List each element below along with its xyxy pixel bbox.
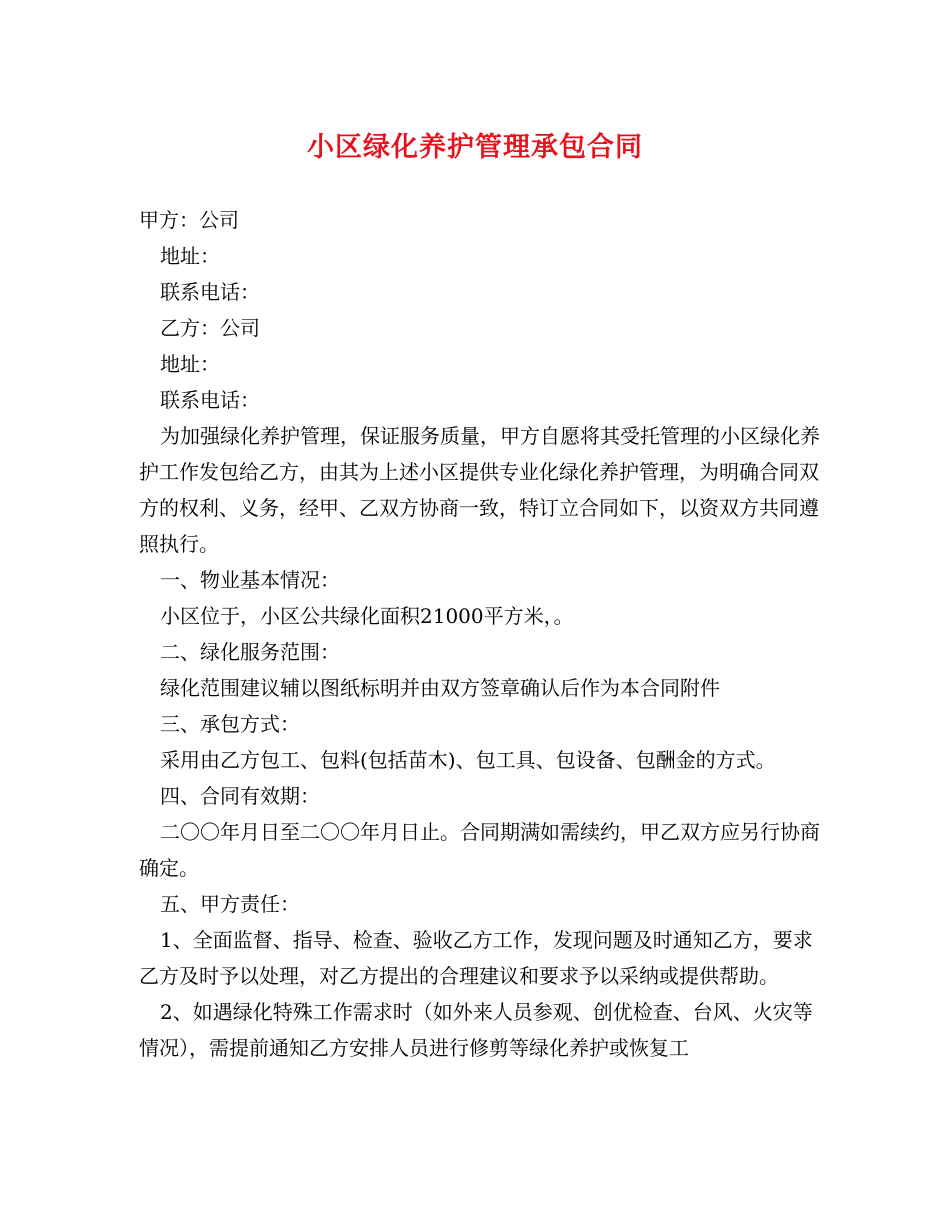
section5-heading: 五、甲方责任： [160,892,300,916]
section5-item1: 1、全面监督、指导、检查、验收乙方工作，发现问题及时通知乙方，要求乙方及时予以处理，对乙方提出的合理建议和要求予以采纳或提供帮助。 [139,928,813,988]
section2-text: 绿化范围建议辅以图纸标明并由双方签章确认后作为本合同附件 [160,676,720,700]
section1-text: 小区位于，小区公共绿化面积21000平方米，。 [160,604,574,628]
section4-heading: 四、合同有效期： [160,784,320,808]
party-a-phone: 联系电话： [160,280,260,304]
party-b-address: 地址： [160,352,220,376]
section3-heading: 三、承包方式： [160,712,300,736]
section1-heading: 一、物业基本情况： [160,568,340,592]
section3-text: 采用由乙方包工、包料(包括苗木)、包工具、包设备、包酬金的方式。 [160,748,776,772]
party-a-address: 地址： [160,244,220,268]
document-title: 小区绿化养护管理承包合同 [307,132,643,163]
preamble-paragraph: 为加强绿化养护管理，保证服务质量，甲方自愿将其受托管理的小区绿化养护工作发包给乙方，由其为上述小区提供专业化绿化养护管理，为明确合同双方的权利、义务，经甲、乙双方协商一致，特订立合同如下，以资双方共同遵照执行。 [139,424,820,556]
document-body [139,202,829,1066]
section2-heading: 二、绿化服务范围： [160,640,340,664]
section5-item2: 2、如遇绿化特殊工作需求时（如外来人员参观、创优检查、台风、火灾等情况），需提前通知乙方安排人员进行修剪等绿化养护或恢复工 [139,1000,813,1060]
section4-text: 二〇〇年月日至二〇〇年月日止。合同期满如需续约，甲乙双方应另行协商确定。 [139,820,820,880]
party-b: 乙方：公司 [160,316,260,340]
party-a: 甲方：公司 [139,208,239,232]
party-b-phone: 联系电话： [160,388,260,412]
